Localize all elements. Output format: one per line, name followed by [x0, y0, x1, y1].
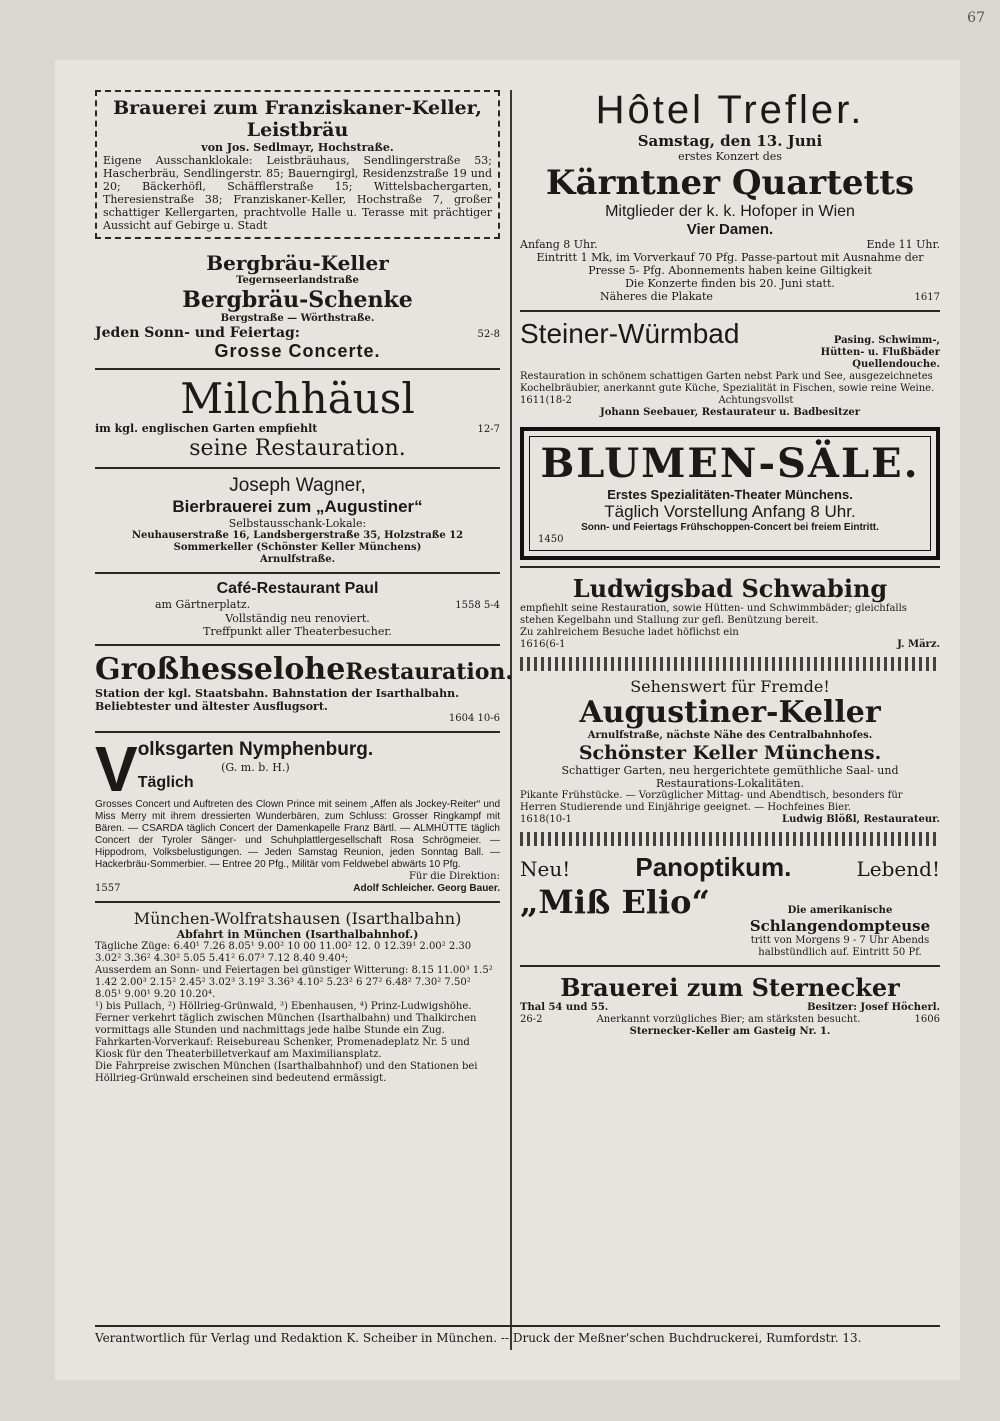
blumen-line2: Täglich Vorstellung Anfang 8 Uhr. [604, 502, 856, 521]
panoptikum-title: Panoptikum. [635, 852, 792, 882]
franziskaner-ad [95, 90, 500, 239]
steiner-text: Restauration in schönem schattigen Garten nebst Park und See, ausgezeichnetes Kochelbräubier, anerkannt gute Küche, Spezialität in Fischen, sowie reine Weine. [520, 371, 935, 394]
steiner-ad [520, 318, 940, 419]
steiner-ref: 1611(18-2 [520, 395, 572, 406]
trefler-end: Ende 11 Uhr. [866, 238, 940, 251]
column-divider [510, 90, 512, 1350]
volksgarten-text: Grosses Concert und Auftreten des Clown Prince mit seinem „Affen als Jockey-Reiter“ und Miss Merry mit ihrem dressierten Wunderbären, zum Schluss: Grosser Ringkampf mit Bären. — CSARDA täglich Concert der Damenkapelle Franz Bärtl. — ALMHÜTTE täglich Concert der Tyroler Sänger- und Schuhplattlergesellschaft Rosa Schrögmeier. — Hippodrom, Volksbelustigungen. — Jeden Samstag Reunion, jeden Sonntag Ball. — Hackerbräu-Sommerbier. — Entree 20 Pfg., Militär vom Feldwebel abwärts 10 Pfg. [95, 799, 500, 870]
panoptikum-ad [520, 852, 940, 959]
trefler-ad [520, 88, 940, 304]
milchhaeusl-ad [95, 376, 500, 461]
blumen-ad [520, 427, 940, 560]
bergbraeu-keller-addr: Tegernseerlandstraße [236, 275, 359, 286]
panoptikum-amer: Die amerikanische [787, 905, 893, 916]
augustiner-addr1: Neuhauserstraße 16, Landsbergerstraße 35, Holzstraße 12 [131, 530, 464, 541]
volksgarten-taeglich: Täglich [137, 774, 194, 791]
rule [520, 310, 940, 312]
bahn-prices: Die Fahrpreise zwischen München (Isarthalbahnhof) und den Stationen bei Höllrieg-Grünwald erscheinen sind bedeutend ermässigt. [95, 1061, 478, 1084]
bahn-daily: Tägliche Züge: 6.40¹ 7.26 8.05¹ 9.00² 10 00 11.00² 12. 0 12.39¹ 2.00² 2.30 3.02² 3.36² 4.30² 5.05 5.41² 6.07³ 7.12 8.40 9.40⁴; [95, 941, 472, 964]
volksgarten-ad [95, 733, 500, 895]
volksgarten-direktion: Für die Direktion: [408, 871, 500, 882]
blumen-line3: Sonn- und Feiertags Frühschoppen-Concert bei freiem Eintritt. [581, 522, 879, 533]
steiner-title: Steiner-Würmbad [520, 318, 740, 349]
ornament-rule [520, 832, 940, 846]
ornament-rule [520, 657, 940, 671]
augustiner-addr2: Sommerkeller (Schönster Keller Münchens) [173, 542, 422, 553]
bahn-ad [95, 909, 500, 1085]
franziskaner-owner: von Jos. Sedlmayr, Hochstraße. [201, 141, 394, 154]
bergbraeu-concerts: Grosse Concerte. [214, 341, 381, 361]
bahn-title: München-Wolfratshausen (Isarthalbahn) [133, 909, 462, 928]
bahn-more: Ferner verkehrt täglich zwischen München (Isarthalbahn) und Thalkirchen vormittags alle Stunden und nachmittags jede halbe Stunde ein Zug. [95, 1013, 477, 1036]
trefler-quartett: Kärntner Quartetts [545, 163, 915, 203]
volksgarten-initial: V [95, 733, 138, 805]
paul-renov: Vollständig neu renoviert. [225, 612, 370, 625]
sternecker-ad [520, 973, 940, 1038]
bahn-notes: ¹) bis Pullach, ²) Höllrieg-Grünwald, ³) Ebenhausen, ⁴) Prinz-Ludwigshöhe. [95, 1001, 472, 1012]
sternecker-praise: Anerkannt vorzügliches Bier; am stärksten besucht. [596, 1014, 861, 1025]
augustiner-selbst: Selbstausschank-Lokale: [228, 517, 367, 530]
sternecker-owner: Besitzer: Josef Höcherl. [807, 1002, 940, 1013]
ludwigsbad-invite: Zu zahlreichem Besuche ladet höflichst ein [520, 627, 739, 638]
trefler-members: Mitglieder der k. k. Hofoper in Wien [605, 203, 855, 220]
rule [520, 965, 940, 967]
bahn-sub: Abfahrt in München (Isarthalbahnhof.) [176, 928, 419, 941]
augustinerkeller-ad [520, 677, 940, 826]
rule [95, 368, 500, 370]
milchhaeusl-ref: 12-7 [477, 424, 500, 435]
volksgarten-signers: Adolf Schleicher. Georg Bauer. [353, 883, 500, 894]
panoptikum-schlange: Schlangendompteuse [749, 917, 931, 935]
left-column [95, 60, 514, 1380]
bergbraeu-schenke: Bergbräu-Schenke [182, 287, 413, 313]
augustiner-ad [95, 475, 500, 566]
steiner-respect: Achtungsvollst [718, 395, 794, 406]
paul-ad [95, 580, 500, 638]
ludwigsbad-title: Ludwigsbad Schwabing [572, 574, 888, 603]
paul-ref: 1558 5-4 [455, 600, 500, 611]
bergbraeu-ad [95, 251, 500, 362]
panoptikum-miss: „Miß Elio“ [520, 883, 710, 921]
ludwigsbad-ref: 1616(6-1 [520, 639, 566, 650]
ludwigsbad-owner: J. März. [897, 639, 940, 650]
trefler-price: Eintritt 1 Mk, im Vorverkauf 70 Pfg. Passe-partout mit Ausnahme der Presse 5- Pfg. Abonnements haben keine Giltigkeit [536, 251, 924, 277]
blumen-line1: Erstes Spezialitäten-Theater Münchens. [607, 487, 853, 502]
augustinerkeller-sehens: Sehenswert für Fremde! [630, 677, 830, 696]
trefler-date: Samstag, den 13. Juni [637, 132, 823, 150]
right-column [520, 60, 940, 1380]
rule [95, 644, 500, 646]
blumen-title: BLUMEN-SÄLE. [540, 440, 920, 487]
sternecker-ref1: 26-2 [520, 1014, 543, 1025]
milchhaeusl-resto: seine Restauration. [189, 436, 406, 461]
bergbraeu-days: Jeden Sonn- und Feiertag: [95, 325, 300, 341]
rule [520, 566, 940, 568]
ludwigsbad-ad [520, 574, 940, 651]
trefler-ref: 1617 [914, 292, 940, 303]
hesselohe-resto: Restauration. [345, 659, 514, 685]
trefler-damen: Vier Damen. [686, 221, 774, 238]
volksgarten-ref: 1557 [95, 883, 121, 894]
augustinerkeller-food: Pikante Frühstücke. — Vorzüglicher Mittag- und Abendtisch, besonders für Herren Studierende und Einjährige geeignet. — Hochfeines Bier. [520, 790, 903, 813]
page-mark: 67 [967, 10, 985, 26]
milchhaeusl-title: Milchhäusl [180, 374, 415, 423]
rule [95, 467, 500, 469]
augustinerkeller-owner: Ludwig Blößl, Restaurateur. [782, 814, 940, 825]
augustinerkeller-text: Schattiger Garten, neu hergerichtete gemüthliche Saal- und Restaurations-Lokalitäten. [561, 764, 899, 790]
augustiner-addr3: Arnulfstraße. [259, 554, 336, 565]
augustinerkeller-addr: Arnulfstraße, nächste Nähe des Centralbahnhofes. [587, 730, 873, 741]
augustinerkeller-ref: 1618(10-1 [520, 814, 572, 825]
volksgarten-gmbh: (G. m. b. H.) [221, 761, 290, 774]
bahn-extra: Ausserdem an Sonn- und Feiertagen bei günstiger Witterung: 8.15 11.00³ 1.5² 1.42 2.00³ 2.15² 2.45² 3.02³ 3.19² 3.36³ 4.10² 5.23² 6 27² 6.48² 7.30² 7.50² 8.05¹ 9.00¹ 9.20 10.20⁴. [95, 965, 493, 1000]
paul-meet: Treffpunkt aller Theaterbesucher. [203, 625, 392, 638]
newspaper-page [55, 10, 985, 1380]
bergbraeu-keller: Bergbräu-Keller [206, 251, 389, 275]
rule [95, 731, 500, 733]
steiner-owner: Johann Seebauer, Restaurateur u. Badbesitzer [599, 407, 861, 418]
trefler-start: Anfang 8 Uhr. [520, 238, 598, 251]
sternecker-ref2: 1606 [914, 1014, 940, 1025]
panoptikum-lebend: Lebend! [856, 857, 940, 881]
volksgarten-title: olksgarten Nymphenburg. [137, 739, 374, 760]
trefler-more: Näheres die Plakate [600, 290, 713, 303]
steiner-side: Pasing. Schwimm-, Hütten- u. Flußbäder Quellendouche. [820, 335, 940, 370]
bergbraeu-schenke-addr: Bergstraße — Wörthstraße. [220, 313, 375, 324]
augustiner-name: Joseph Wagner, [229, 475, 366, 496]
augustinerkeller-best: Schönster Keller Münchens. [578, 742, 882, 764]
ludwigsbad-text: empfiehlt seine Restauration, sowie Hütten- und Schwimmbäder; gleichfalls stehen Kegelbahn und Stallung zur gefl. Benützung bereit. [520, 603, 907, 626]
augustinerkeller-title: Augustiner-Keller [579, 695, 881, 730]
sternecker-addr: Thal 54 und 55. [520, 1002, 609, 1013]
sternecker-keller: Sternecker-Keller am Gasteig Nr. 1. [629, 1026, 831, 1037]
franziskaner-text: Eigene Ausschanklokale: Leistbräuhaus, Sendlingerstraße 53; Hascherbräu, Sendlingerstr. 85; Bauerngirgl, Residenzstraße 19 und 20; Bäckerhöfl, Schäfflerstraße 15; Wittelsbachergarten, Theresienstraße 38; Franziskaner-Keller, Hochstraße 7, großer schattiger Kellergarten, prachtvolle Halle u. Terasse mit prächtiger Aussicht auf Gebirge u. Stadt [103, 154, 492, 232]
rule [95, 572, 500, 574]
trefler-dates: Die Konzerte finden bis 20. Juni statt. [625, 277, 835, 290]
panoptikum-neu: Neu! [520, 857, 571, 881]
hesselohe-station: Station der kgl. Staatsbahn. Bahnstation der Isarthalbahn. Beliebtester und ältester Ausflugsort. [95, 687, 459, 713]
rule [95, 901, 500, 903]
bahn-tickets: Fahrkarten-Vorverkauf: Reisebureau Schenker, Promenadeplatz Nr. 5 und Kiosk für den Theaterbilletverkauf am Maximiliansplatz. [95, 1037, 470, 1060]
hesselohe-name: Großhesselohe [95, 652, 346, 687]
franziskaner-title: Brauerei zum Franziskaner-Keller, Leistbräu [113, 97, 482, 141]
sternecker-title: Brauerei zum Sternecker [560, 973, 900, 1002]
augustiner-brewery: Bierbrauerei zum „Augustiner“ [172, 497, 423, 516]
paul-title: Café-Restaurant Paul [216, 580, 379, 597]
panoptikum-times: tritt von Morgens 9 - 7 Uhr Abends halbstündlich auf. Eintritt 50 Pf. [750, 935, 930, 958]
trefler-first: erstes Konzert des [678, 150, 782, 163]
hesselohe-ref: 1604 10-6 [448, 713, 500, 724]
trefler-title: Hôtel Trefler. [595, 88, 865, 132]
bergbraeu-ref: 52-8 [477, 329, 500, 340]
blumen-ref: 1450 [538, 534, 564, 545]
imprint-footer: Verantwortlich für Verlag und Redaktion K. Scheiber in München. -- Druck der Meßner'schen Buchdruckerei, Rumfordstr. 13. [95, 1325, 940, 1345]
hesselohe-ad [95, 652, 514, 725]
paul-addr: am Gärtnerplatz. [155, 598, 251, 611]
milchhaeusl-text: im kgl. englischen Garten empfiehlt [95, 422, 318, 435]
